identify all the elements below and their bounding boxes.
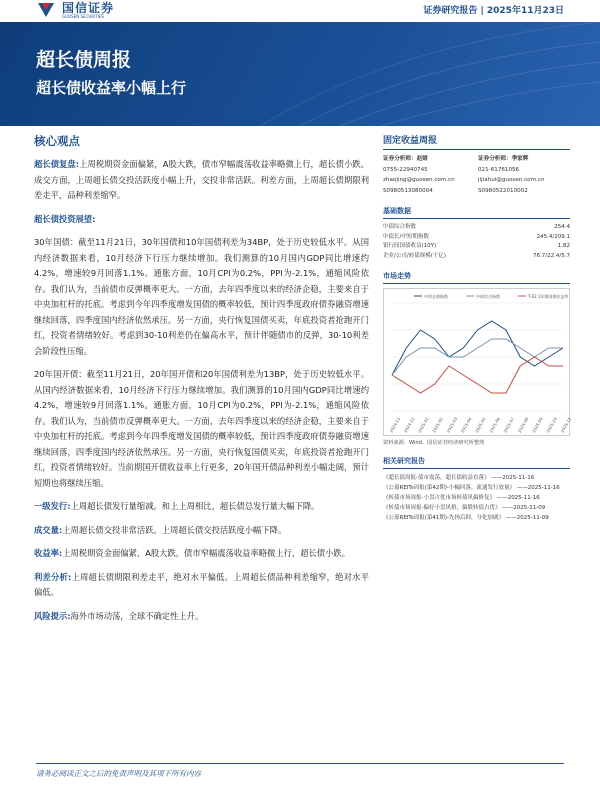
- main-content: [34, 133, 369, 624]
- issuance-text: 上周超长债发行量缩减。和上上周相比，超长债总发行量大幅下降。: [70, 501, 320, 511]
- twenty-year-paragraph: 20年国开债：截至11月21日，20年国开债和20年国债利差为13BP，处于历史较低水平。从国内经济数据来看，10月经济下行压力继续增加。我们测算的10月国内GDP同比增速约4.2%，增速较9月回落1.1%。通胀方面，10月CPI为0.2%，PPI为-2.1%，通缩风险依存。我们认为，当前债市反弹概率更大。一方面，去年四季度以来的经济企稳，主要来自于中央加杠杆的托底。考虑到今年四季度增发国债的概率较低，预计四季度政府债券融资增速继续回落，四季度国内经济依然承压。另一方面，央行恢复国债买卖，年底投资者抢跑开门红，投资者情绪较好。当前期国开债收益率上行更多，20年国开债品种利差小幅走阔，预计短期也将继续压缩。: [34, 369, 369, 488]
- x-tick-label: 2025-06: [488, 416, 501, 434]
- related-reports-list: [383, 473, 570, 523]
- x-tick-label: 2025-02: [431, 416, 444, 434]
- volume-text: 上周超长债交投非常活跃。上周超长债交投活跃度小幅下降。: [62, 524, 287, 535]
- logo-name: 国信证券: [62, 0, 115, 15]
- issuance-label: 一级发行:: [34, 501, 71, 511]
- x-tick-label: 2025-04: [459, 416, 473, 434]
- basic-data-row: 中债长/中短期指数 245.4/209.1: [383, 233, 570, 240]
- analyst-email[interactable]: jijiahui@guosen.com.cn: [478, 177, 545, 183]
- risk-label: 风险提示:: [34, 610, 71, 621]
- x-tick-label: 2025-01: [417, 416, 430, 434]
- top-bar: [0, 0, 600, 22]
- footer-divider: [36, 763, 564, 764]
- x-tick-label: 2025-03: [445, 416, 459, 434]
- related-report-link[interactable]: 《公募REITs周报(第41期)-先扬后抑，分化加剧》 ——2025-11-09: [383, 515, 549, 521]
- x-tick-label: 2025-05: [474, 416, 487, 434]
- market-trend-title: 市场走势: [383, 271, 570, 284]
- basic-data-row: 银行间国债收益(10Y) 1.82: [383, 243, 570, 249]
- basic-data-row: 中债综合指数 254.4: [383, 224, 570, 230]
- issuance-paragraph: [34, 499, 369, 515]
- x-tick-label: 2025-11: [559, 416, 571, 434]
- outlook-label: 超长债投资展望:: [34, 213, 96, 224]
- market-trend-svg: [384, 289, 571, 437]
- x-tick-label: 2025-08: [516, 416, 530, 434]
- risk-text: 海外市场动荡，全球不确定性上升。: [70, 610, 204, 621]
- sidebar-title: 固定收益周报: [383, 133, 570, 150]
- yield-text: 上周税期资金面偏紧，A股大跌，债市窄幅震荡收益率略微上行，超长债小跌。: [62, 548, 350, 558]
- market-trend-chart: [383, 288, 570, 436]
- x-tick-label: 2024-11: [388, 416, 402, 434]
- x-tick-label: 2025-07: [502, 416, 516, 434]
- series-line: [392, 357, 563, 393]
- legend-label: T-02 1年期国债收益率: [528, 294, 569, 299]
- review-label: 超长债复盘:: [34, 159, 80, 169]
- analyst-name: 证券分析师：赵婧: [383, 156, 428, 162]
- related-report-link[interactable]: 《转债市场周报-偏好小盘风格，偏股转债占优》 ——2025-11-09: [383, 505, 546, 511]
- risk-paragraph: [34, 609, 369, 625]
- disclaimer-footer[interactable]: 请务必阅读正文之后的免责声明及其项下所有内容: [36, 769, 201, 778]
- report-title: 超长债周报: [36, 49, 132, 71]
- legend-label: 中债综合指数: [476, 294, 500, 299]
- section-title: 核心观点: [34, 134, 80, 148]
- basic-data-title: 基础数据: [383, 206, 570, 219]
- analyst-phone: 021-61761056: [478, 166, 520, 173]
- thirty-year-paragraph: 30年国债：截至11月21日，30年国债和10年国债利差为34BP，处于历史较低水平。从国内经济数据来看，10月经济下行压力继续增加。我们测算的10月国内GDP同比增速约4.2%，增速较9月回落1.1%。通胀方面，10月CPI为0.2%，PPI为-2.1%，通缩风险依存。我们认为，当前债市反弹概率更大。一方面，去年四季度以来的经济企稳，主要来自于中央加杠杆的托底。考虑到今年四季度增发国债的概率较低，预计四季度政府债券融资增速继续回落，四季度国内经济依然承压。另一方面，央行恢复国债买卖，年底投资者抢跑开门红，投资者情绪较好。考虑到30-10利差仍在偏高水平，预计伴随债市的反弹，30-10利差会阶段性压缩。: [34, 237, 369, 356]
- basic-data-list: [383, 223, 570, 261]
- spread-text: 上周超长债期限利差走平，绝对水平偏低。上周超长债品种利差缩窄，绝对水平偏低。: [34, 571, 369, 597]
- sidebar: [383, 133, 570, 523]
- chart-source: 资料来源：Wind、国信证券经济研究所整理: [383, 440, 485, 446]
- analyst-cert: S0980522010002: [478, 187, 528, 194]
- logo-icon: [36, 1, 56, 19]
- review-text: 上周税期资金面偏紧，A股大跌，债市窄幅震荡收益率略微上行，超长债小跌。成交方面，上周超长债交投活跃度小幅上升，交投非常活跃。利差方面，上周超长债期限利差走平，品种利差缩窄。: [34, 159, 369, 200]
- yield-label: 收益率:: [34, 548, 63, 558]
- legend-label: 中债长期指数: [424, 294, 448, 299]
- analyst-phone: 0755-22940745: [383, 166, 428, 173]
- x-tick-label: 2024-12: [402, 416, 416, 434]
- x-tick-label: 2025-10: [545, 416, 558, 434]
- related-report-link[interactable]: 《公募REITs周报(第42期)-小幅回落，流通发行放量》 ——2025-11-16: [383, 485, 560, 491]
- volume-paragraph: [34, 523, 369, 539]
- related-report-link[interactable]: 《转债市场周报-小盘占优市场转债风偏修复》 ——2025-11-16: [383, 495, 540, 501]
- review-paragraph: [34, 157, 369, 204]
- analyst-cert: S0980513080004: [383, 187, 433, 194]
- report-meta: 证券研究报告 | 2025年11月23日: [423, 6, 564, 16]
- report-subtitle: 超长债收益率小幅上行: [36, 79, 187, 97]
- basic-data-row: 企业/公司/转债规模(千亿) 76.7/22.4/5.7: [383, 252, 570, 259]
- title-banner: [0, 22, 600, 126]
- banner-decoration: [0, 22, 600, 126]
- analyst-name: 证券分析师：季家辉: [478, 156, 529, 162]
- analyst-card: [478, 154, 570, 196]
- related-reports-title: 相关研究报告: [383, 456, 570, 469]
- analyst-email[interactable]: zhaojing@guosen.com.cn: [383, 177, 455, 183]
- logo-english-name: GUOSEN SECURITIES: [62, 13, 104, 19]
- volume-label: 成交量:: [34, 524, 63, 535]
- logo: [36, 0, 114, 20]
- related-report-link[interactable]: 《超长债周报-债市震荡，超长债收益直落》 ——2025-11-16: [383, 475, 535, 481]
- yield-paragraph: [34, 546, 369, 562]
- outlook-heading: [34, 212, 369, 228]
- x-tick-label: 2025-09: [531, 416, 544, 434]
- spread-label: 利差分析:: [34, 571, 72, 582]
- analysts: [383, 154, 570, 196]
- analyst-card: [383, 154, 475, 196]
- spread-paragraph: [34, 570, 369, 601]
